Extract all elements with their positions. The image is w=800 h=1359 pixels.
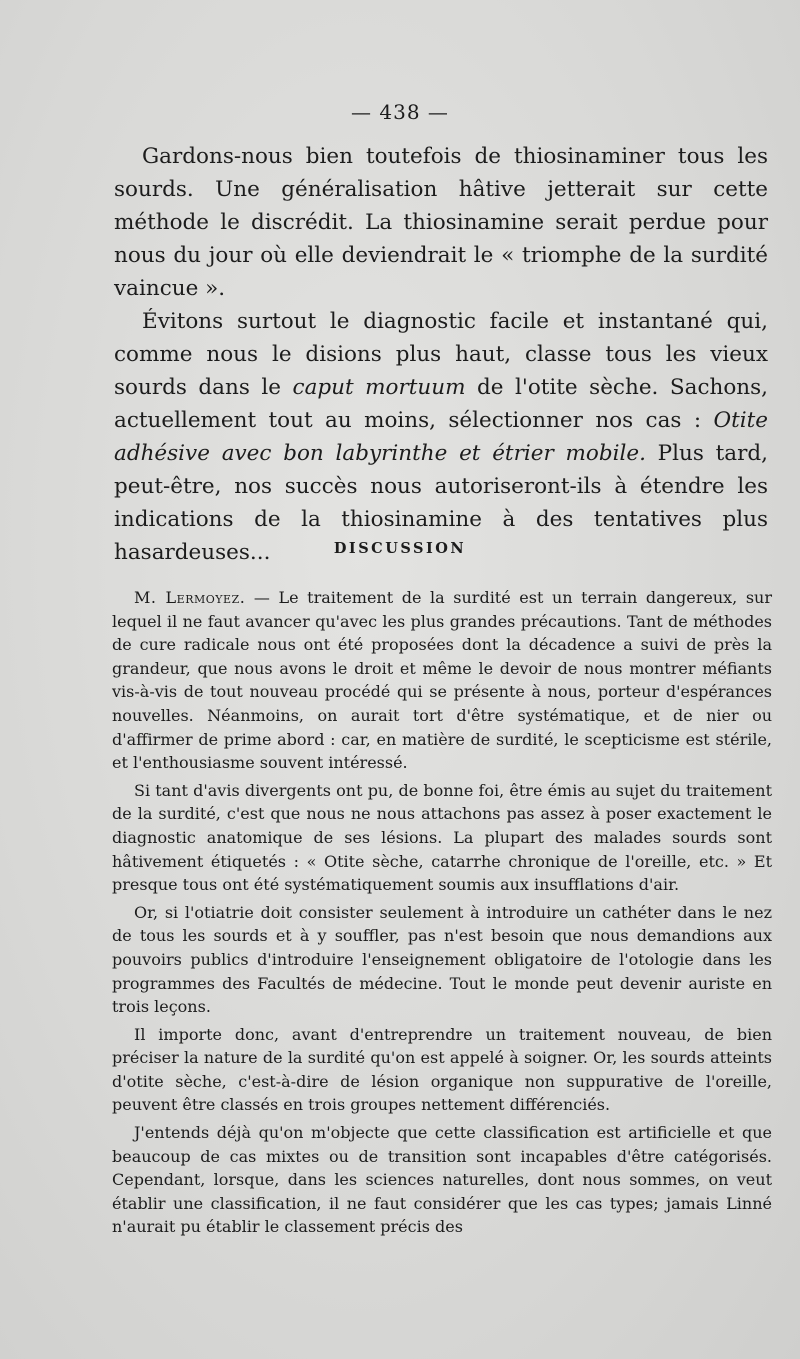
main-paragraph-2-text-c: Plus tard, peut-être, nos succès nous autoriseront-ils à étendre les indications de la thiosinamine à des tentatives plus hasardeuses...: [114, 441, 768, 565]
main-paragraph-2-italic-a: caput mortuum: [292, 375, 466, 400]
page-number: — 438 —: [351, 100, 449, 124]
discussion-paragraph-3: Or, si l'otiatrie doit consister seulement à introduire un cathéter dans le nez de tous les sourds et à y souffler, pas n'est besoin que nous demandions aux pouvoirs publics d'introduire l'enseignement obligatoire de l'otologie dans les programmes des Facultés de médecine. Tout le monde peut devenir auriste en trois leçons.: [112, 902, 772, 1017]
discussion-paragraph-2: Si tant d'avis divergents ont pu, de bonne foi, être émis au sujet du traitement de la surdité, c'est que nous ne nous attachons pas assez à poser exactement le diagnostic anatomique de ses lésions. La plupart des malades sourds sont hâtivement étiquetés : « Otite sèche, catarrhe chronique de l'oreille, etc. » Et presque tous ont été systématiquement soumis aux insufflations d'air.: [112, 780, 772, 895]
discussion-paragraph-1-text: — Le traitement de la surdité est un terrain dangereux, sur lequel il ne faut avancer qu'avec les plus grandes précautions. Tant de méthodes de cure radicale nous ont été proposées dont la décadence a suivi de près la grandeur, que nous avons le droit et même le devoir de nous montrer méfiants vis-à-vis de tout nouveau procédé qui se présente à nous, porteur d'espérances nouvelles. Néanmoins, on aurait tort d'être systématique, et de nier ou d'affirmer de prime abord : car, en matière de surdité, le scepticisme est stérile, et l'enthousiasme souvent intéressé.: [112, 588, 772, 773]
discussion-paragraph-5: J'entends déjà qu'on m'objecte que cette classification est artificielle et que beaucoup de cas mixtes ou de transition sont incapables d'être catégorisés. Cependant, lorsque, dans les sciences naturelles, dont nous sommes, on veut établir une classification, il ne faut considérer que les cas types; jamais Linné n'aurait pu établir le classement précis des: [112, 1123, 772, 1237]
section-heading: DISCUSSION: [333, 540, 467, 557]
speaker-name: M. Lermoyez.: [134, 588, 246, 607]
discussion-paragraph-4: Il importe donc, avant d'entreprendre un traitement nouveau, de bien préciser la nature de la surdité qu'on est appelé à soigner. Or, les sourds atteints d'otite sèche, c'est-à-dire de lésion organique non suppurative de l'oreille, peuvent être classés en trois groupes nettement différenciés.: [112, 1024, 772, 1115]
main-paragraph-1: Gardons-nous bien toutefois de thiosinaminer tous les sourds. Une généralisation hâtive jetterait sur cette méthode le discrédit. La thiosinamine serait perdue pour nous du jour où elle deviendrait le « triomphe de la surdité vaincue ».: [114, 144, 768, 301]
discussion-paragraph-1: [112, 586, 772, 775]
main-paragraph-2-text-b: de l'otite sèche. Sachons, actuellement tout au moins, sélectionner nos cas :: [114, 375, 768, 433]
main-paragraph-2-italic-b: Otite adhésive avec bon labyrinthe et étrier mobile.: [114, 408, 768, 466]
main-paragraph-2: [114, 305, 768, 569]
discussion-text: [112, 586, 772, 1243]
main-text: [114, 140, 768, 569]
main-paragraph-2-text-a: Évitons surtout le diagnostic facile et instantané qui, comme nous le disions plus haut, classe tous les vieux sourds dans le: [114, 309, 768, 400]
